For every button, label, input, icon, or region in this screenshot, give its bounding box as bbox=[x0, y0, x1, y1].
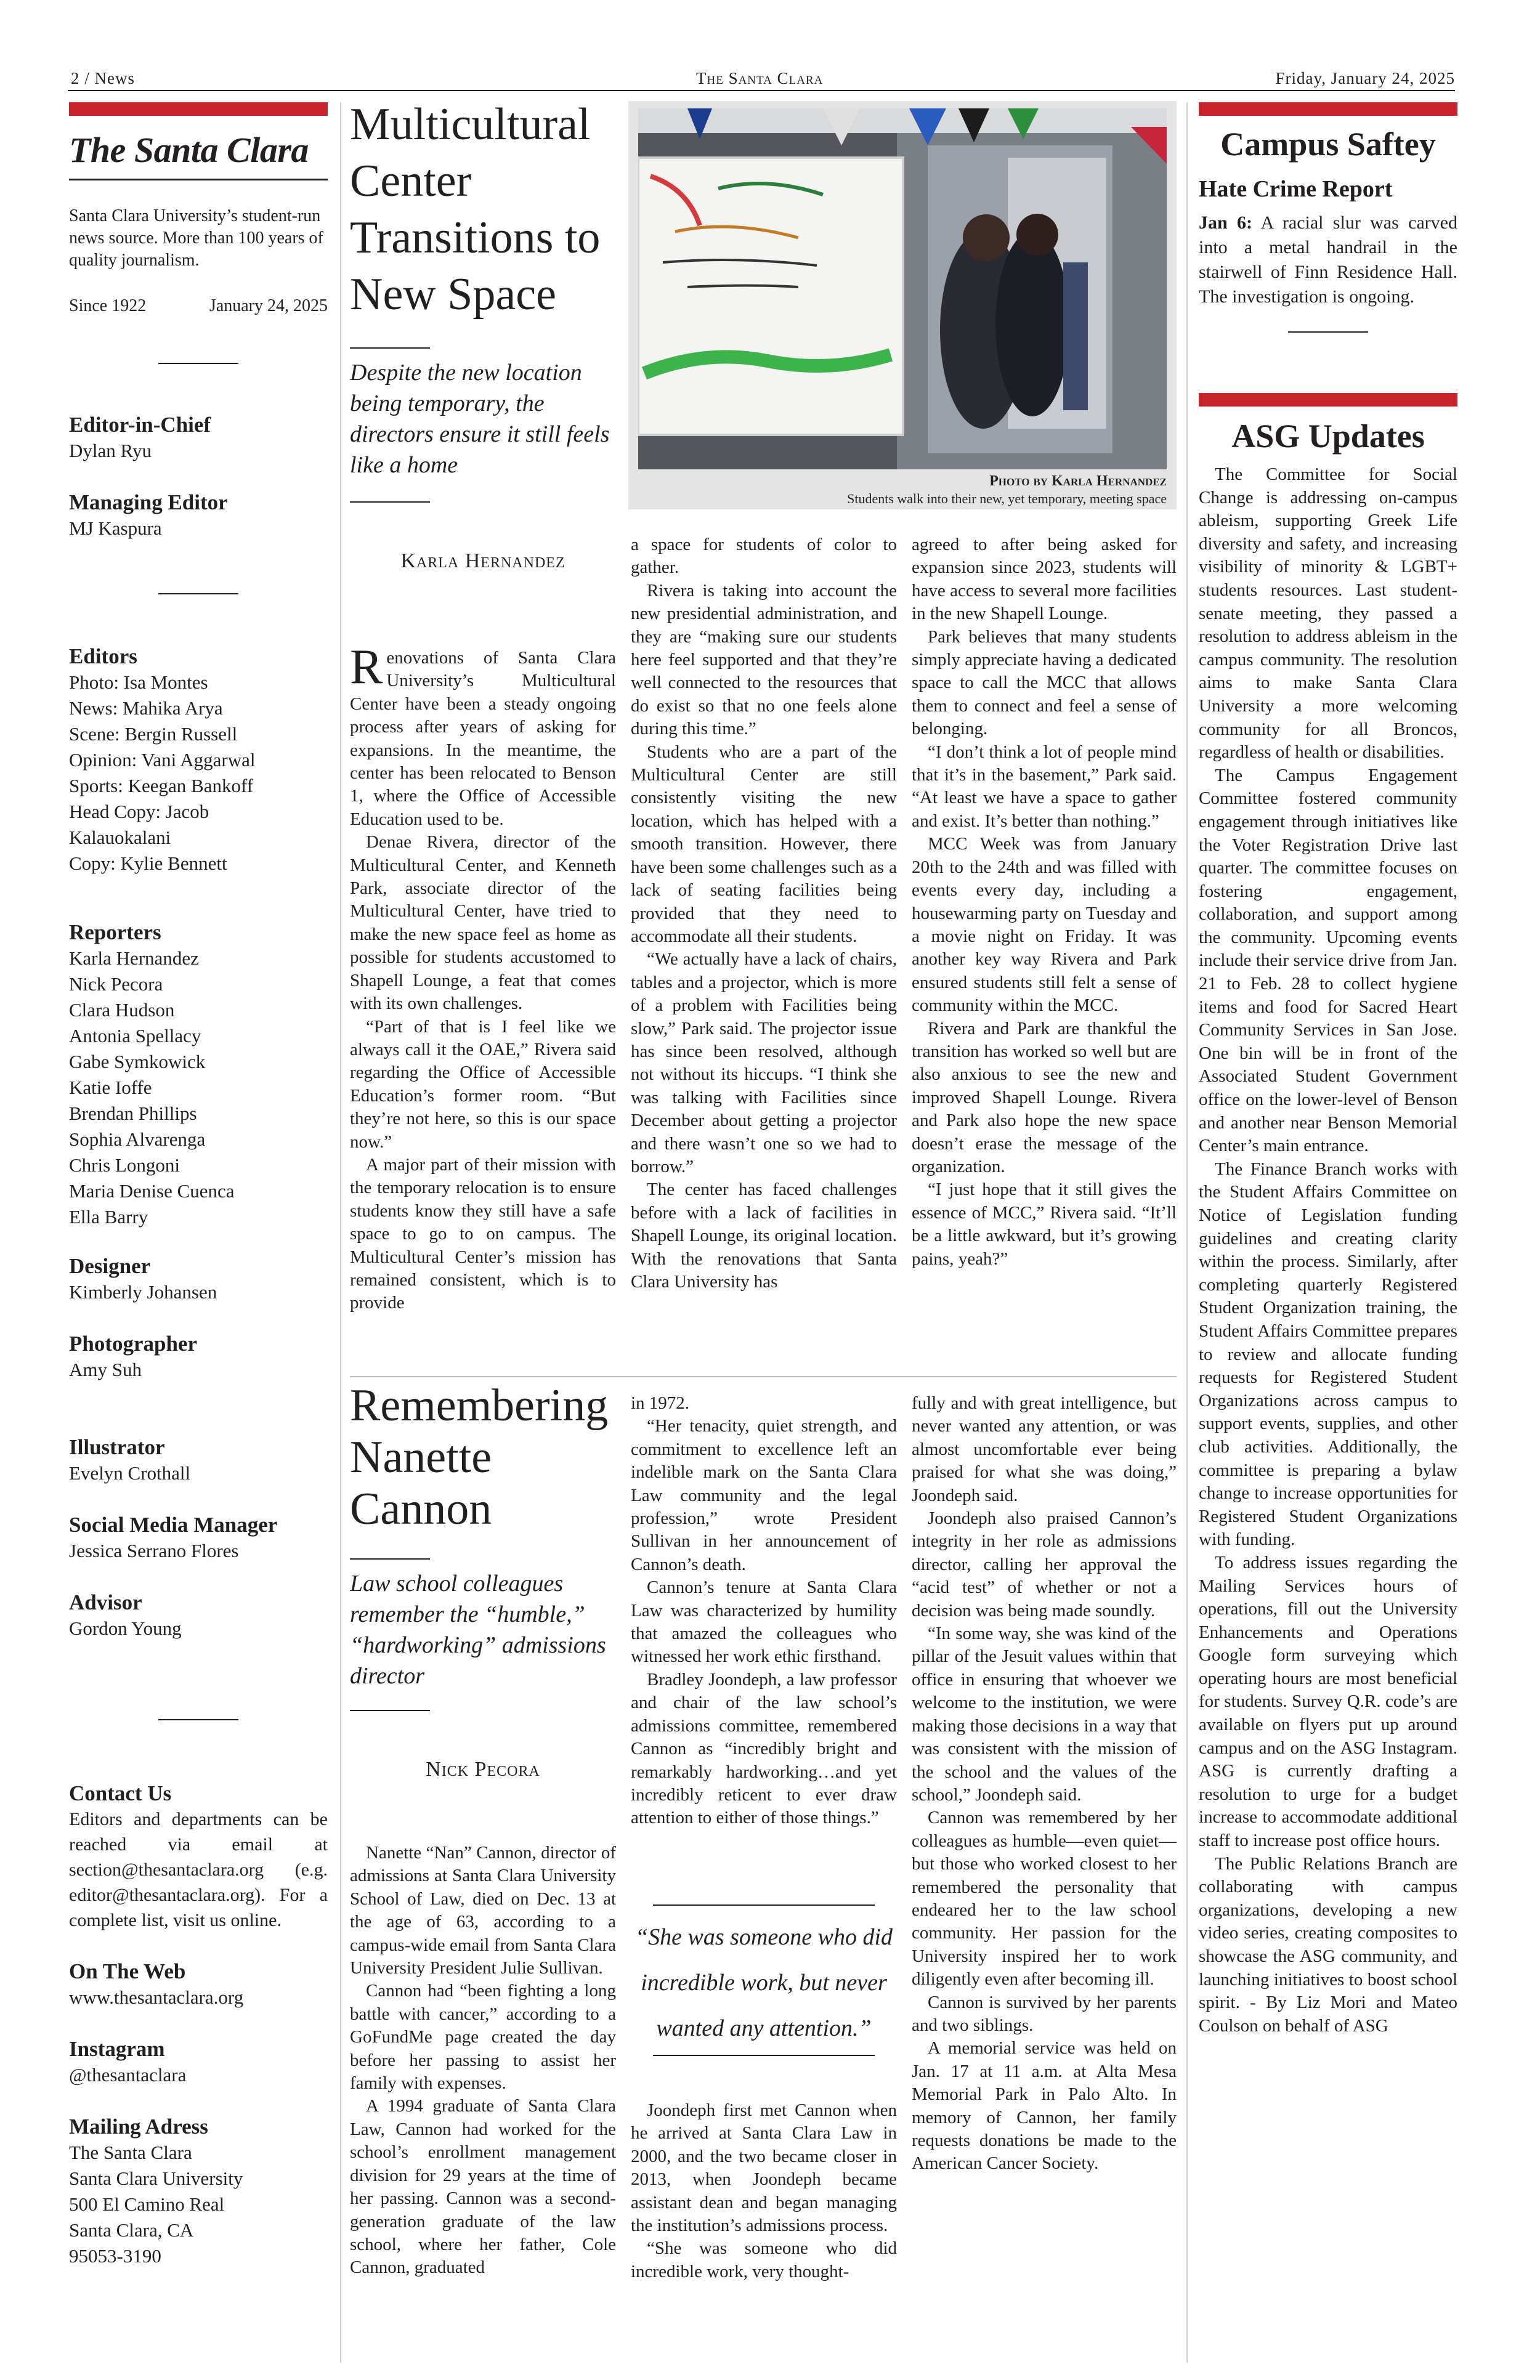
masthead-sidebar bbox=[69, 102, 328, 2269]
designer-section bbox=[69, 1253, 328, 1305]
advisor-section bbox=[69, 1590, 328, 1641]
campus-safety-box bbox=[1199, 102, 1457, 333]
red-bar bbox=[1199, 102, 1457, 116]
photo-scene-image bbox=[638, 108, 1167, 469]
web-section bbox=[69, 1959, 328, 2010]
column-rule bbox=[340, 102, 341, 2363]
article2-byline: Nick Pecora bbox=[426, 1758, 540, 1781]
asg-title: ASG Updates bbox=[1231, 418, 1425, 455]
divider bbox=[158, 593, 238, 594]
header-rule bbox=[68, 90, 1455, 91]
address-line: Santa Clara University bbox=[69, 2168, 243, 2189]
editor-in-chief-name: Dylan Ryu bbox=[69, 440, 152, 461]
divider bbox=[350, 501, 430, 503]
header-date: Friday, January 24, 2025 bbox=[1275, 69, 1455, 87]
article2-paragraph: Joondeph first met Cannon when he arrived at Santa Clara Law in 2000, and the two became closer in 2013, when Joondeph became assistant dean and began managing the institution’s admissions process. bbox=[631, 2100, 897, 2236]
illustrator-name: Evelyn Crothall bbox=[69, 1462, 191, 1484]
divider bbox=[350, 1710, 430, 1711]
article2-paragraph: fully and with great intelligence, but never wanted any attention, or was almost uncomfortable ever being praised for what she was doing,” Joondeph said. bbox=[912, 1393, 1177, 1505]
website-link[interactable]: www.thesantaclara.org bbox=[69, 1986, 244, 2008]
article1-byline: Karla Hernandez bbox=[400, 549, 565, 572]
asg-updates-box bbox=[1199, 393, 1457, 2038]
asg-paragraph: The Campus Engagement Committee fostered community engagement through initiatives like the Voter Registration Drive last quarter. The committee focuses on fostering engagement, collaboration, and support among the community. Upcoming events include their service drive from Jan. 21 to Feb. 28 to collect hygiene items and food for Sacred Heart Community Services in San Jose. One bin will be in front of the Associated Student Government office on the lower-level of Benson and another near Benson Memorial Center’s main entrance. bbox=[1199, 765, 1457, 1156]
editor-in-chief-section bbox=[69, 412, 328, 464]
reporter-name: Karla Hernandez bbox=[69, 947, 199, 969]
social-section bbox=[69, 1512, 328, 1564]
logo-rule bbox=[69, 179, 328, 180]
article1-headline: Multicultural Center Transitions to New Space bbox=[350, 99, 601, 320]
reporter-name: Antonia Spellacy bbox=[69, 1025, 201, 1046]
article2-column-2b bbox=[631, 2099, 897, 2283]
report-text: A racial slur was carved into a metal handrail in the stairwell of Finn Residence Hall. The investigation is ongoing. bbox=[1199, 212, 1457, 307]
address-line: Santa Clara, CA bbox=[69, 2219, 194, 2241]
article2-column-1 bbox=[350, 1842, 616, 2280]
article2-column-3 bbox=[912, 1392, 1177, 2176]
section-label: Instagram bbox=[69, 2037, 165, 2061]
photo-caption: Students walk into their new, yet temporary, meeting space bbox=[847, 491, 1167, 506]
section-label: Mailing Adress bbox=[69, 2115, 208, 2139]
asg-paragraph: The Committee for Social Change is addressing on-campus ableism, supporting Greek Life diversity and safety, and increasing visibility of minority & LGBT+ students resources. Last student-senate meeting, they passed a resolution to address ableism in the campus community. The resolution aims to make Santa Clara University a more welcoming community for all Broncos, regardless of health or disabilities. bbox=[1199, 464, 1457, 763]
pull-quote: “She was someone who did incredible work, but never wanted any attention.” bbox=[635, 1924, 893, 2041]
photographer-name: Amy Suh bbox=[69, 1359, 142, 1380]
section-label: Illustrator bbox=[69, 1435, 165, 1459]
article1-paragraph: “I don’t think a lot of people mind that it’s in the basement,” Park said. “At least we have a space to gather and exist. It’s better than nothing.” bbox=[912, 742, 1177, 831]
editor-line: Opinion: Vani Aggarwal bbox=[69, 749, 256, 771]
article2-paragraph: Nanette “Nan” Cannon, director of admissions at Santa Clara University School of Law, died on Dec. 13 at the age of 63, according to a campus-wide email from Santa Clara University President Julie Sullivan. bbox=[350, 1843, 616, 1978]
report-date: Jan 6: bbox=[1199, 212, 1252, 233]
tagline: Santa Clara University’s student-run news source. More than 100 years of quality journalism. bbox=[69, 206, 323, 270]
advisor-name: Gordon Young bbox=[69, 1617, 182, 1639]
section-label: Photographer bbox=[69, 1332, 198, 1356]
article2-header bbox=[350, 1380, 616, 1781]
contact-section bbox=[69, 1781, 328, 1933]
divider bbox=[350, 347, 430, 349]
divider bbox=[158, 1719, 238, 1720]
editor-line: News: Mahika Arya bbox=[69, 697, 223, 719]
reporter-name: Clara Hudson bbox=[69, 999, 175, 1021]
asg-paragraph: To address issues regarding the Mailing Services hours of operations, fill out the University Enhancements and Operations Google form surveying which operating hours are most beneficial for students. Survey Q.R. code’s are available on flyers put up around campus and on the ASG Instagram. ASG is currently drafting a resolution to urge for a budget increase to accommodate additional staff to increase post office hours. bbox=[1199, 1552, 1457, 1851]
reporters-section bbox=[69, 920, 328, 1230]
reporter-name: Brendan Phillips bbox=[69, 1103, 197, 1124]
column-rule bbox=[1186, 102, 1188, 2363]
red-bar bbox=[69, 102, 328, 116]
dropcap: R bbox=[350, 640, 383, 694]
header-paper-name: The Santa Clara bbox=[696, 69, 824, 87]
article1-paragraph: “Part of that is I feel like we always call it the OAE,” Rivera said regarding the Office of Accessible Education’s former room. “But they’re not here, so this is our space now.” bbox=[350, 1016, 616, 1152]
hate-crime-heading: Hate Crime Report bbox=[1199, 176, 1393, 202]
article-separator bbox=[350, 1376, 1177, 1377]
instagram-handle[interactable]: @thesantaclara bbox=[69, 2064, 187, 2086]
contact-text: Editors and departments can be reached via email at section@thesantaclara.org (e.g. editor@thesantaclara.org). For a complete list, visit us online. bbox=[69, 1809, 328, 1930]
mailing-section bbox=[69, 2114, 328, 2269]
article1-photo bbox=[638, 108, 1167, 469]
article2-deck: Law school colleagues remember the “humble,” “hardworking” admissions director bbox=[350, 1571, 606, 1689]
logo: The Santa Clara bbox=[69, 130, 309, 170]
since-row bbox=[69, 296, 328, 316]
article1-paragraph: enovations of Santa Clara University’s Multicultural Center have been a steady ongoing process after years of asking for expansions. In the meantime, the center has been relocated to Benson 1, where the Office of Accessible Education used to be. bbox=[350, 648, 616, 829]
section-label: Managing Editor bbox=[69, 490, 228, 514]
reporter-name: Gabe Symkowick bbox=[69, 1051, 206, 1072]
article1-paragraph: agreed to after being asked for expansion since 2023, students will have access to several more facilities in the new Shapell Lounge. bbox=[912, 535, 1177, 624]
managing-editor-name: MJ Kaspura bbox=[69, 517, 162, 539]
quote-rule-bottom bbox=[653, 2055, 875, 2056]
article2-paragraph: Bradley Joondeph, a law professor and chair of the law school’s admissions committee, remembered Cannon as “incredibly bright and remarkably hardworking…and yet incredibly reticent to ever draw attention to either of those things.” bbox=[631, 1669, 897, 1828]
article1-paragraph: Park believes that many students simply appreciate having a dedicated space to call the MCC that allows them to connect and feel a sense of belonging. bbox=[912, 626, 1177, 739]
address-line: The Santa Clara bbox=[69, 2142, 192, 2163]
page-number: 2 / News bbox=[71, 69, 135, 87]
reporter-name: Sophia Alvarenga bbox=[69, 1128, 206, 1150]
divider bbox=[158, 363, 238, 364]
divider bbox=[1288, 331, 1368, 333]
article1-paragraph: Rivera is taking into account the new presidential administration, and they are “making sure our students here feel supported and that they’re well connected to the resources that do exist so that no one feels alone during this time.” bbox=[631, 580, 897, 739]
editors-section bbox=[69, 644, 328, 876]
address-line: 95053-3190 bbox=[69, 2245, 161, 2267]
article1-paragraph: Rivera and Park are thankful the transition has worked so well but are also anxious to see the new and improved Shapell Lounge. Rivera and Park also hope the new space doesn’t erase the message of the organization. bbox=[912, 1018, 1177, 1176]
article1-photo-frame bbox=[628, 101, 1177, 509]
reporter-name: Nick Pecora bbox=[69, 973, 163, 995]
article2-paragraph: A memorial service was held on Jan. 17 at 11 a.m. at Alta Mesa Memorial Park in Palo Alto. In memory of Cannon, her family requests donations be made to the American Cancer Society. bbox=[912, 2038, 1177, 2174]
issue-date: January 24, 2025 bbox=[209, 296, 328, 315]
editor-line: Copy: Kylie Bennett bbox=[69, 852, 227, 874]
article1-paragraph: The center has faced challenges before with a lack of facilities in Shapell Lounge, its original location. With the renovations that Santa Clara University has bbox=[631, 1180, 897, 1292]
section-label: Reporters bbox=[69, 920, 161, 944]
designer-name: Kimberly Johansen bbox=[69, 1281, 217, 1303]
managing-editor-section bbox=[69, 490, 328, 541]
red-bar bbox=[1199, 393, 1457, 407]
reporter-name: Katie Ioffe bbox=[69, 1077, 152, 1098]
article2-paragraph: in 1972. bbox=[631, 1393, 690, 1413]
section-label: On The Web bbox=[69, 1959, 186, 1983]
article1-paragraph: Students who are a part of the Multicultural Center are still consistently visiting the new location, which has helped with a smooth transition. However, there have been some challenges such as a lack of seating facilities being provided that they need to accommodate all their students. bbox=[631, 742, 897, 946]
article2-paragraph: Cannon had “been fighting a long battle with cancer,” according to a GoFundMe page created the day before her passing to assist her family with expenses. bbox=[350, 1981, 616, 2094]
article2-paragraph: A 1994 graduate of Santa Clara Law, Cannon had worked for the school’s enrollment management division for 29 years at the time of her passing. Cannon was a second-generation graduate of the law school, where her father, Cole Cannon, graduated bbox=[350, 2096, 616, 2278]
article1-column-3 bbox=[912, 533, 1177, 1271]
instagram-section bbox=[69, 2036, 328, 2088]
quote-rule-top bbox=[653, 1904, 875, 1906]
article2-paragraph: Cannon is survived by her parents and two siblings. bbox=[912, 1992, 1177, 2035]
section-label: Social Media Manager bbox=[69, 1513, 278, 1537]
editor-line: Kalauokalani bbox=[69, 827, 171, 848]
editor-line: Scene: Bergin Russell bbox=[69, 723, 238, 745]
safety-report bbox=[1199, 211, 1457, 309]
article1-paragraph: “I just hope that it still gives the essence of MCC,” Rivera said. “It’ll be a little awkward, but it’s growing pains, yeah?” bbox=[912, 1180, 1177, 1269]
reporter-name: Chris Longoni bbox=[69, 1154, 180, 1176]
article1-paragraph: Denae Rivera, director of the Multicultural Center, and Kenneth Park, associate director of the Multicultural Center, have tried to make the new space feel as home as possible for students accustomed to Shapell Lounge, a feat that comes with its own challenges. bbox=[350, 832, 616, 1014]
section-label: Editor-in-Chief bbox=[69, 413, 211, 437]
asg-paragraph: The Finance Branch works with the Student Affairs Committee on Notice of Legislation funding guidelines and creating clarity within the process. Similarly, after completing quarterly Registered Student Organization training, the Student Affairs Committee prepares to review and allocate funding requests for Registered Student Organizations across campus to support events, supplies, and other club activities. Additionally, the committee is preparing a bylaw change to increase opportunities for Registered Student Organizations with funding. bbox=[1199, 1159, 1457, 1550]
article2-paragraph: “Her tenacity, quiet strength, and commitment to excellence left an indelible mark on the Santa Clara Law community and the legal profession,” wrote President Sullivan in her announcement of Cannon’s death. bbox=[631, 1416, 897, 1574]
editor-line: Sports: Keegan Bankoff bbox=[69, 775, 254, 796]
article1-header bbox=[350, 96, 616, 573]
article1-paragraph: a space for students of color to gather. bbox=[631, 535, 897, 578]
article2-paragraph: Cannon was remembered by her colleagues as humble—even quiet—but those who worked closest to her remembered the personality that endeared her to the law school community. Her passion for the University inspired her to work diligently even after becoming ill. bbox=[912, 1808, 1177, 1989]
editor-line: Head Copy: Jacob bbox=[69, 801, 209, 822]
article2-headline: Remembering Nanette Cannon bbox=[350, 1380, 609, 1534]
article2-column-2a bbox=[631, 1392, 897, 1830]
section-label: Advisor bbox=[69, 1590, 142, 1614]
photo-credit: Photo by Karla Hernandez bbox=[989, 473, 1167, 489]
illustrator-section bbox=[69, 1435, 328, 1486]
social-manager-name: Jessica Serrano Flores bbox=[69, 1540, 239, 1561]
editor-line: Photo: Isa Montes bbox=[69, 671, 208, 693]
since-label: Since 1922 bbox=[69, 296, 147, 315]
article1-deck: Despite the new location being temporary, the directors ensure it still feels like a home bbox=[350, 360, 610, 478]
article2-paragraph: “In some way, she was kind of the pillar of the Jesuit values within that office in ensuring that whoever we welcome to the institution, we were making those decisions in a way that was consistent with the mission of the school and the values of the school,” Joondeph said. bbox=[912, 1624, 1177, 1805]
section-label: Designer bbox=[69, 1254, 151, 1278]
asg-paragraph: The Public Relations Branch are collaborating with campus organizations, developing a new video series, creating composites to showcase the ASG community, and launching initiatives to boost school spirit. - By Liz Mori and Mateo Coulson on behalf of ASG bbox=[1199, 1853, 1457, 2036]
asg-body bbox=[1199, 463, 1457, 2038]
article2-paragraph: Joondeph also praised Cannon’s integrity in her role as admissions director, calling her approval the “acid test” of whether or not a decision was being made soundly. bbox=[912, 1508, 1177, 1621]
reporter-name: Maria Denise Cuenca bbox=[69, 1180, 235, 1202]
reporter-name: Ella Barry bbox=[69, 1206, 148, 1228]
article1-paragraph: A major part of their mission with the temporary relocation is to ensure students know they still have a safe space to go to on campus. The Multicultural Center’s mission has remained consistent, which is to provide bbox=[350, 1154, 616, 1313]
article1-paragraph: “We actually have a lack of chairs, tables and a projector, which is more of a problem with Facilities being slow,” Park said. The projector issue has since been resolved, although not without its hiccups. “I think she was talking with Facilities since December about getting a projector and there wasn’t one so we had to borrow.” bbox=[631, 949, 897, 1176]
article2-paragraph: Cannon’s tenure at Santa Clara Law was characterized by humility that amazed the colleagues who witnessed her work ethic firsthand. bbox=[631, 1577, 897, 1667]
article1-column-1 bbox=[350, 640, 616, 1315]
campus-safety-title: Campus Saftey bbox=[1220, 126, 1436, 163]
divider bbox=[350, 1558, 430, 1560]
address-line: 500 El Camino Real bbox=[69, 2193, 225, 2215]
section-label: Contact Us bbox=[69, 1781, 172, 1805]
article1-paragraph: MCC Week was from January 20th to the 24th and was filled with events every day, including a housewarming party on Tuesday and a movie night on Friday. It was another key way Rivera and Park ensured students still felt a sense of community within the MCC. bbox=[912, 834, 1177, 1016]
photographer-section bbox=[69, 1331, 328, 1383]
article2-paragraph: “She was someone who did incredible work, very thought- bbox=[631, 2238, 897, 2281]
section-label: Editors bbox=[69, 644, 137, 668]
article1-column-2 bbox=[631, 533, 897, 1293]
